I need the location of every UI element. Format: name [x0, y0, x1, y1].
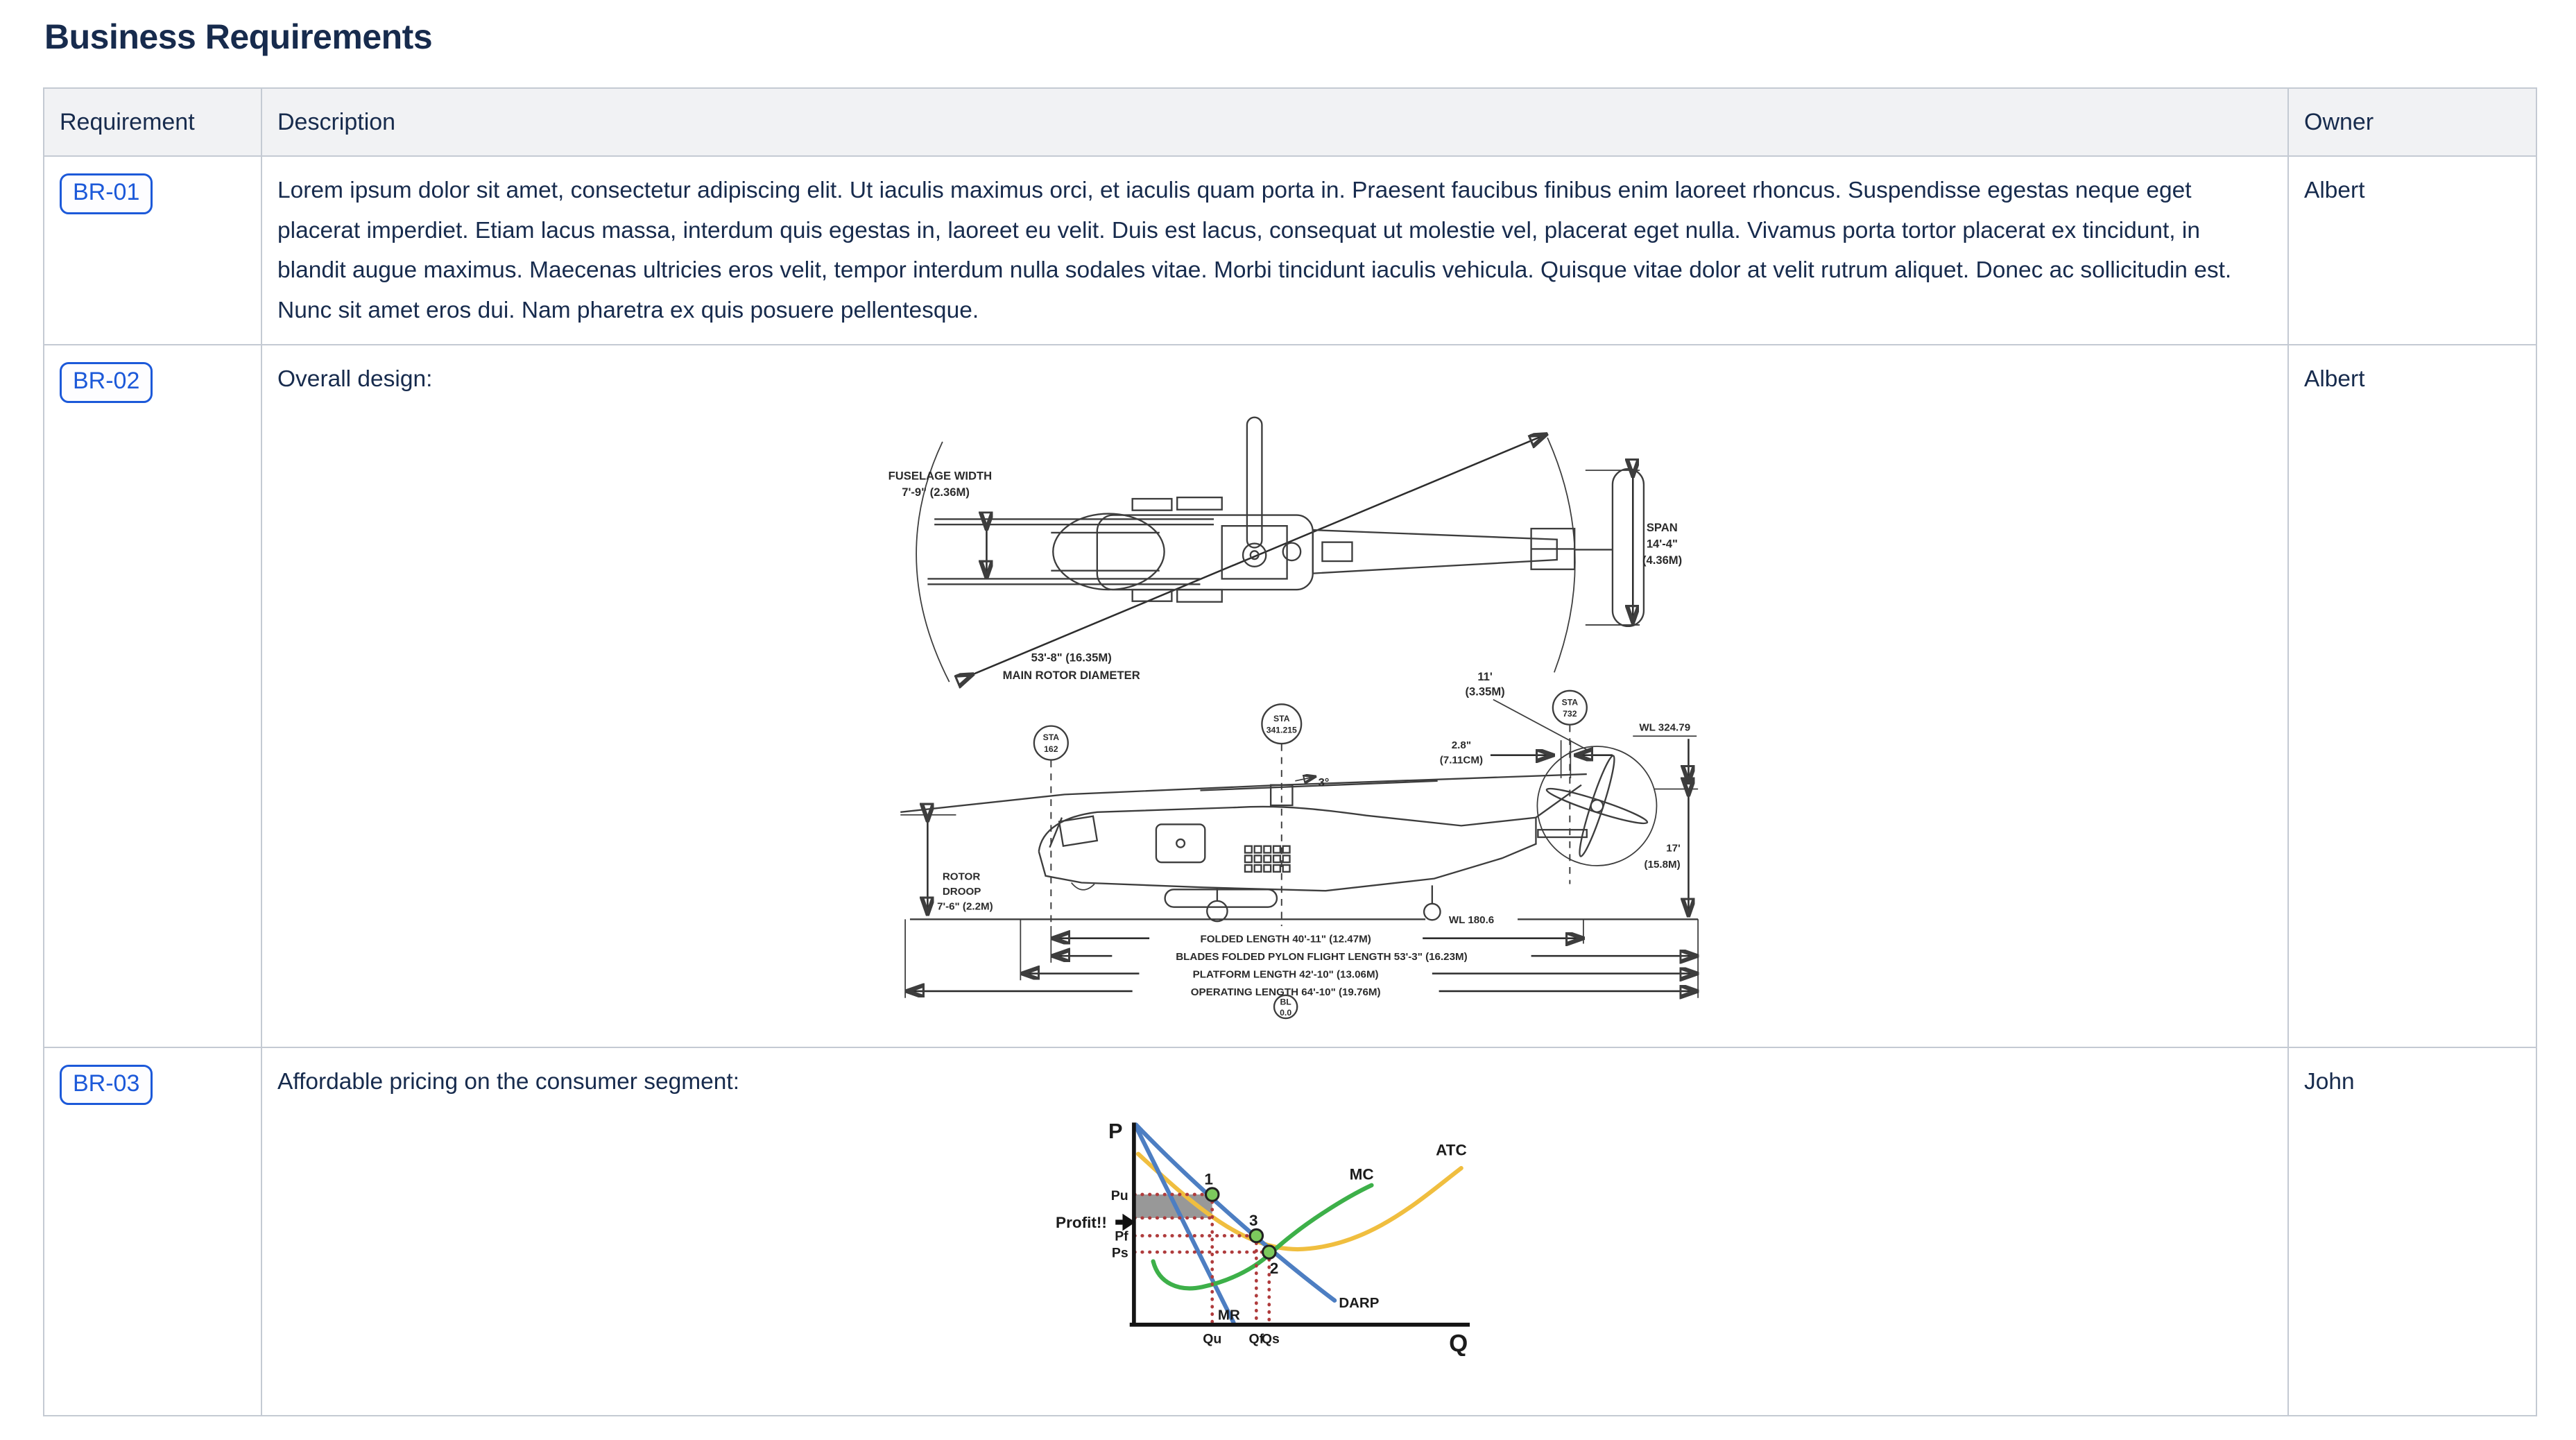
label-fuselage-width: FUSELAGE WIDTH — [888, 469, 993, 483]
point-1 — [1205, 1188, 1218, 1201]
label-platform-length: PLATFORM LENGTH 42'-10" (13.06M) — [1192, 968, 1379, 981]
issue-link-br01[interactable]: BR-01 — [60, 173, 153, 214]
svg-text:7'-9" (2.36M): 7'-9" (2.36M) — [902, 486, 970, 499]
label-tail-gap: 2.8" — [1451, 739, 1472, 751]
label-height: 17' — [1666, 842, 1681, 855]
helicopter-top-view — [888, 418, 1683, 682]
atc-label: ATC — [1436, 1141, 1467, 1159]
description-cell — [261, 156, 2288, 345]
mr-label: MR — [1217, 1307, 1240, 1323]
description-text: Lorem ipsum dolor sit amet, consectetur adipiscing elit. Ut iaculis maximus orci, et iaculis quam porta in. Praesent faucibus finibus enim laoreet rhoncus. Suspendisse egestas neque eget placerat imperdiet. Etiam lacus massa, interdum quis egestas in, laoreet eu velit. Duis est lacus, consequat ut molestie vel, placerat eget nulla. Vivamus porta tortor placerat ex tincidunt, in blandit augue maximus. Maecenas ultricies eros velit, tempor interdum nulla sodales vitae. Morbi tincidunt iaculis vehicula. Quisque vitae dolor at velit rutrum aliquet. Donec ac sollicitudin est. Nunc sit amet eros dui. Nam pharetra ex quis posuere pellentesque. — [277, 178, 2232, 323]
qs-label: Qs — [1261, 1331, 1280, 1347]
qf-label: Qf — [1248, 1331, 1264, 1347]
table-header-row — [44, 88, 2536, 156]
table-row-br03 — [44, 1047, 2536, 1416]
label-operating-length: OPERATING LENGTH 64'-10" (19.76M) — [1190, 986, 1381, 998]
label-main-rotor-diameter: 53'-8" (16.35M) — [1031, 651, 1112, 665]
label-sta-732: STA — [1561, 697, 1579, 708]
label-bl: BL — [1280, 997, 1291, 1007]
table-row-br02 — [44, 345, 2536, 1047]
mc-label: MC — [1349, 1165, 1374, 1183]
point-3-label: 3 — [1248, 1212, 1258, 1230]
svg-text:(3.35M): (3.35M) — [1465, 685, 1505, 698]
column-header-description: Description — [261, 88, 2288, 156]
point-2-label: 2 — [1269, 1260, 1279, 1278]
point-2 — [1263, 1246, 1276, 1258]
profit-annotation: Profit!! — [1056, 1214, 1107, 1232]
description-cell — [261, 1047, 2288, 1416]
label-folded-length: FOLDED LENGTH 40'-11" (12.47M) — [1200, 933, 1371, 945]
axes — [1130, 1123, 1470, 1325]
table-row-br01 — [44, 156, 2536, 345]
helicopter-diagram-figure — [277, 409, 2272, 1033]
requirement-cell — [44, 1047, 261, 1416]
business-requirements-table — [43, 87, 2537, 1416]
q-axis-label: Q — [1449, 1330, 1468, 1357]
svg-text:(4.36M): (4.36M) — [1642, 553, 1683, 567]
description-text: Affordable pricing on the consumer segment: — [277, 1068, 740, 1095]
sonobuoy-grid — [1245, 846, 1290, 872]
label-wl-top: WL 324.79 — [1639, 721, 1691, 734]
svg-text:7'-6" (2.2M): 7'-6" (2.2M) — [937, 900, 993, 913]
column-header-owner: Owner — [2288, 88, 2536, 156]
label-tail-rotor-diameter: 11' — [1477, 670, 1493, 684]
issue-link-br02[interactable]: BR-02 — [60, 362, 153, 403]
requirement-cell — [44, 156, 261, 345]
svg-text:162: 162 — [1044, 744, 1058, 754]
svg-text:(7.11CM): (7.11CM) — [1439, 754, 1484, 766]
owner-cell: Albert — [2288, 156, 2536, 345]
label-span: SPAN — [1646, 521, 1678, 535]
page-title: Business Requirements — [44, 17, 433, 56]
label-sta-162: STA — [1042, 732, 1060, 743]
label-rotor-droop: ROTOR — [942, 871, 981, 883]
point-1-label: 1 — [1204, 1170, 1213, 1188]
svg-text:0.0: 0.0 — [1280, 1008, 1292, 1018]
pricing-chart-figure — [277, 1114, 2272, 1369]
svg-text:DROOP: DROOP — [942, 886, 981, 898]
svg-text:MAIN ROTOR DIAMETER: MAIN ROTOR DIAMETER — [1002, 669, 1140, 683]
ps-label: Ps — [1111, 1245, 1128, 1261]
owner-cell: John — [2288, 1047, 2536, 1416]
helicopter-side-view — [900, 670, 1698, 1018]
issue-link-br03[interactable]: BR-03 — [60, 1065, 153, 1106]
point-3 — [1250, 1230, 1262, 1242]
svg-text:732: 732 — [1563, 708, 1577, 719]
requirement-cell — [44, 345, 261, 1047]
pu-label: Pu — [1110, 1188, 1128, 1204]
label-mast-angle: 3° — [1318, 775, 1330, 789]
p-axis-label: P — [1108, 1119, 1123, 1144]
mr-curve — [1136, 1127, 1234, 1323]
svg-text:14'-4": 14'-4" — [1646, 537, 1678, 551]
svg-text:341.215: 341.215 — [1266, 725, 1297, 735]
pricing-chart-image — [1054, 1114, 1495, 1356]
column-header-requirement: Requirement — [44, 88, 261, 156]
label-wl-ground: WL 180.6 — [1448, 914, 1495, 927]
darp-label: DARP — [1339, 1295, 1380, 1312]
helicopter-diagram-image — [848, 409, 1702, 1020]
label-sta-341: STA — [1273, 713, 1290, 723]
label-blades-folded-length: BLADES FOLDED PYLON FLIGHT LENGTH 53'-3" (16.23M) — [1176, 951, 1468, 963]
description-cell — [261, 345, 2288, 1047]
description-text: Overall design: — [277, 366, 433, 393]
qu-label: Qu — [1203, 1331, 1222, 1347]
pf-label: Pf — [1115, 1228, 1128, 1244]
owner-cell: Albert — [2288, 345, 2536, 1047]
svg-text:(15.8M): (15.8M) — [1644, 859, 1681, 871]
